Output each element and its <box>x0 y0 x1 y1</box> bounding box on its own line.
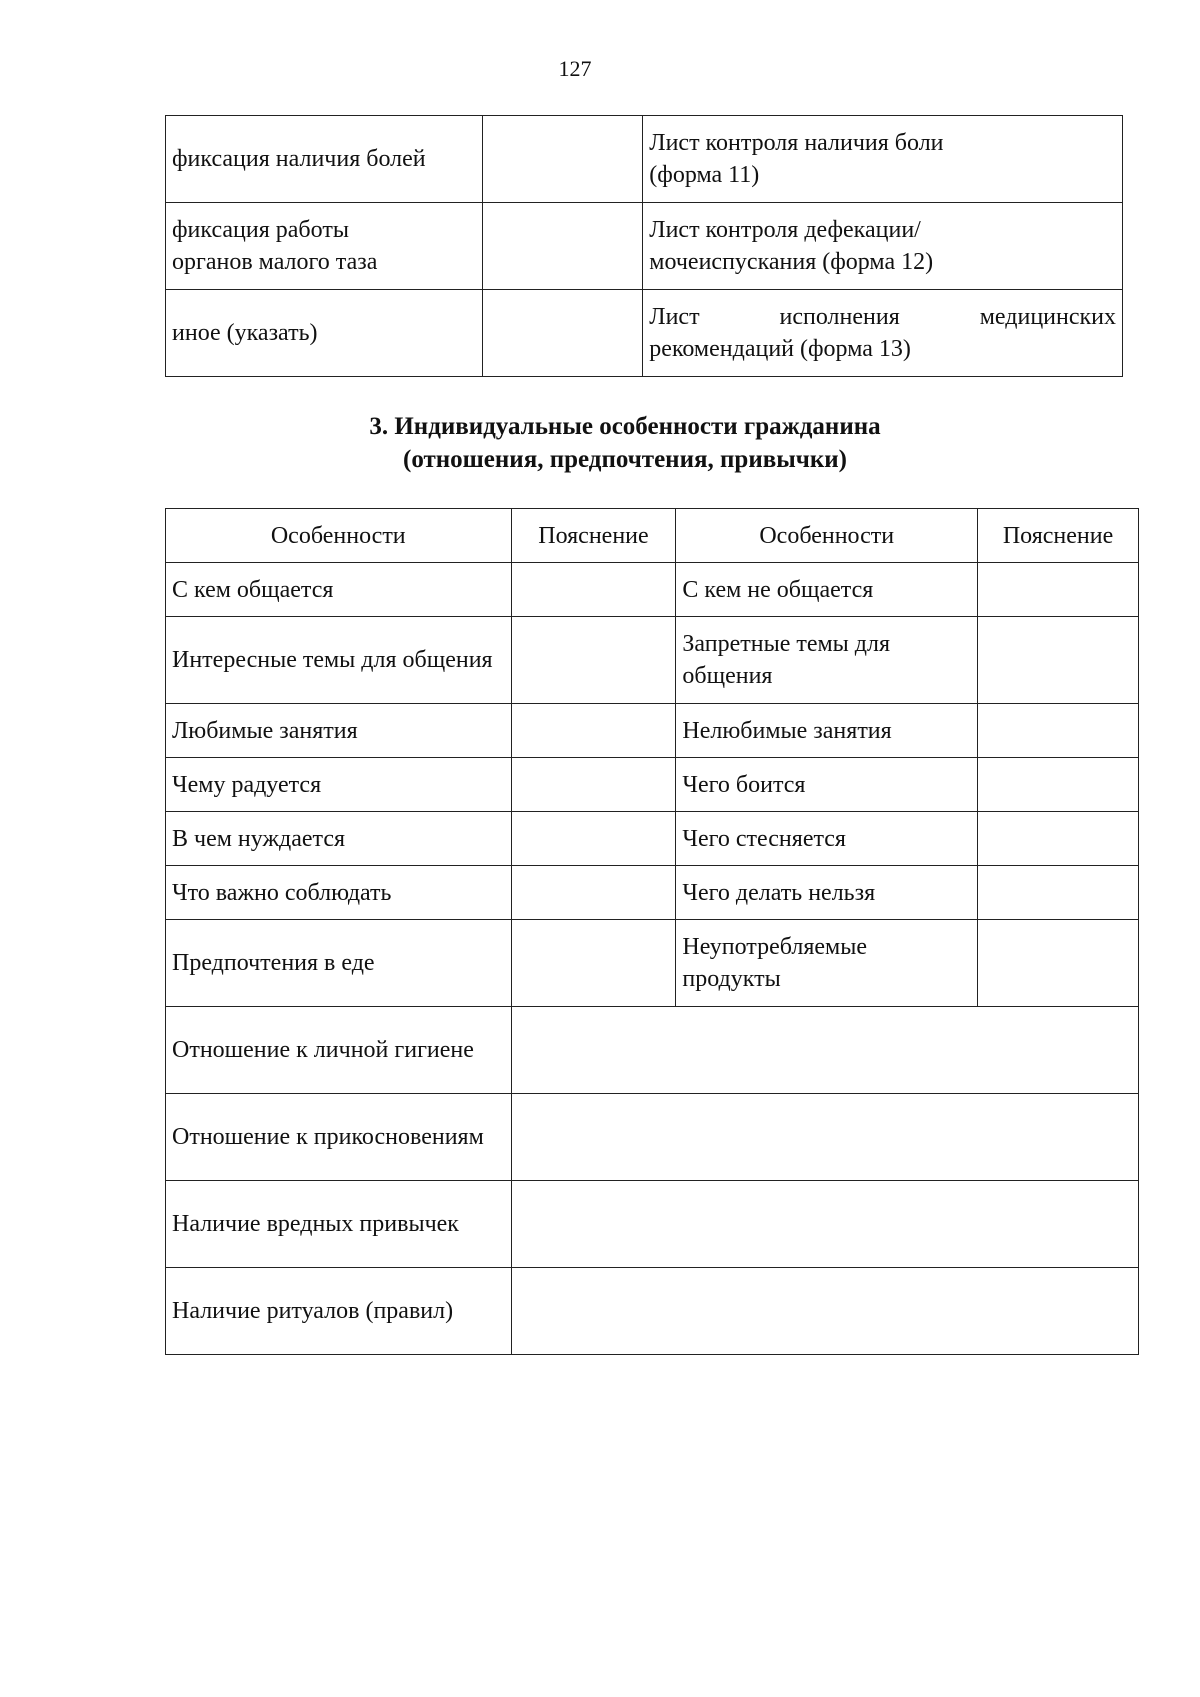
explanation-cell[interactable] <box>511 758 676 812</box>
table-row <box>166 866 1139 920</box>
explanation-cell[interactable] <box>978 812 1139 866</box>
feature-label: Наличие вредных привычек <box>166 1181 512 1268</box>
activity-label: фиксация наличия болей <box>166 116 483 203</box>
table-row <box>166 1094 1139 1181</box>
feature-label: Нелюбимые занятия <box>676 704 978 758</box>
feature-label: Что важно соблюдать <box>166 866 512 920</box>
table-row <box>166 1268 1139 1355</box>
table-row <box>166 116 1123 203</box>
explanation-cell[interactable] <box>978 563 1139 617</box>
table-row <box>166 758 1139 812</box>
section-title <box>165 410 1085 476</box>
explanation-cell[interactable] <box>511 866 676 920</box>
table-row <box>166 617 1139 704</box>
explanation-cell-wide[interactable] <box>511 1007 1138 1094</box>
activity-label: иное (указать) <box>166 290 483 377</box>
feature-label: Интересные темы для общения <box>166 617 512 704</box>
activity-label <box>166 203 483 290</box>
feature-label: Наличие ритуалов (правил) <box>166 1268 512 1355</box>
feature-label: Чего боится <box>676 758 978 812</box>
form-line: Лист контроля дефекации/ <box>649 217 921 243</box>
explanation-cell[interactable] <box>978 866 1139 920</box>
form-word: исполнения <box>779 304 900 330</box>
section-title-line: 3. Индивидуальные особенности гражданина <box>369 413 881 440</box>
feature-label: Запретные темы для общения <box>676 617 978 704</box>
feature-label: Любимые занятия <box>166 704 512 758</box>
table-row <box>166 920 1139 1007</box>
explanation-cell-wide[interactable] <box>511 1094 1138 1181</box>
form-reference <box>643 203 1123 290</box>
column-header: Пояснение <box>511 509 676 563</box>
feature-label: С кем не общается <box>676 563 978 617</box>
feature-label: Предпочтения в еде <box>166 920 512 1007</box>
explanation-cell[interactable] <box>978 758 1139 812</box>
form-line: Лист контроля наличия боли <box>649 130 944 156</box>
explanation-cell[interactable] <box>511 704 676 758</box>
explanation-cell[interactable] <box>978 617 1139 704</box>
feature-label: Неупотребляемые продукты <box>676 920 978 1007</box>
feature-label: С кем общается <box>166 563 512 617</box>
column-header: Особенности <box>676 509 978 563</box>
table-row <box>166 290 1123 377</box>
table-row <box>166 563 1139 617</box>
explanation-cell-wide[interactable] <box>511 1268 1138 1355</box>
feature-label: Чего стесняется <box>676 812 978 866</box>
explanation-cell[interactable] <box>511 617 676 704</box>
form-line: рекомендаций (форма 13) <box>649 336 911 362</box>
empty-cell[interactable] <box>482 290 643 377</box>
explanation-cell-wide[interactable] <box>511 1181 1138 1268</box>
table-row <box>166 1181 1139 1268</box>
table-row <box>166 203 1123 290</box>
feature-label: В чем нуждается <box>166 812 512 866</box>
section-title-line: (отношения, предпочтения, привычки) <box>403 446 847 473</box>
feature-label: Отношение к прикосновениям <box>166 1094 512 1181</box>
form-reference <box>643 290 1123 377</box>
explanation-cell[interactable] <box>978 920 1139 1007</box>
table-row <box>166 812 1139 866</box>
column-header: Особенности <box>166 509 512 563</box>
feature-label: Чего делать нельзя <box>676 866 978 920</box>
explanation-cell[interactable] <box>511 920 676 1007</box>
empty-cell[interactable] <box>482 116 643 203</box>
individual-features-table <box>165 508 1139 1355</box>
form-line <box>649 301 1116 333</box>
form-word: медицинских <box>979 304 1116 330</box>
table-row <box>166 704 1139 758</box>
column-header: Пояснение <box>978 509 1139 563</box>
care-activities-table <box>165 115 1123 377</box>
label-line: органов малого таза <box>172 249 378 275</box>
empty-cell[interactable] <box>482 203 643 290</box>
feature-label: Чему радуется <box>166 758 512 812</box>
table-row <box>166 1007 1139 1094</box>
form-reference <box>643 116 1123 203</box>
form-word: Лист <box>649 304 700 330</box>
form-line: мочеиспускания (форма 12) <box>649 249 934 275</box>
explanation-cell[interactable] <box>978 704 1139 758</box>
feature-label: Отношение к личной гигиене <box>166 1007 512 1094</box>
page-number: 127 <box>558 56 592 81</box>
label-line: фиксация работы <box>172 217 349 243</box>
table-header-row <box>166 509 1139 563</box>
form-line: (форма 11) <box>649 162 760 188</box>
explanation-cell[interactable] <box>511 563 676 617</box>
explanation-cell[interactable] <box>511 812 676 866</box>
